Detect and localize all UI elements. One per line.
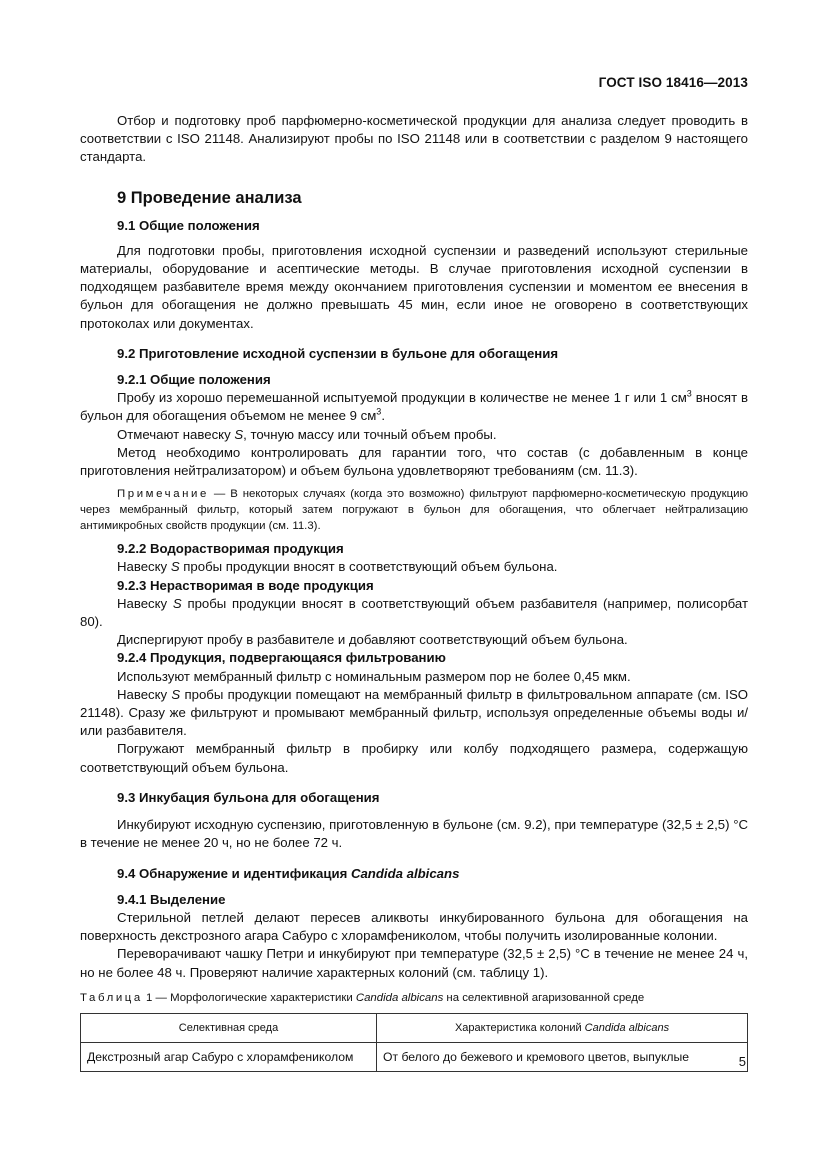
section-9-2-3-title: 9.2.3 Нерастворимая в воде продукция	[117, 577, 374, 593]
section-9-3-title: 9.3 Инкубация бульона для обогащения	[117, 789, 380, 805]
document-code-header: ГОСТ ISO 18416—2013	[598, 75, 748, 90]
page-number: 5	[738, 1054, 746, 1069]
table-1	[80, 1013, 748, 1072]
section-9-4-1-title: 9.4.1 Выделение	[117, 891, 226, 907]
note-paragraph: Примечание — В некоторых случаях (когда это возможно) фильтруют парфюмерно-косметическую продукцию через мембранный фильтр, который затем погружают в бульон для обогащения, что облегчает нейтрализацию антимикробных свойств продукции (см. 11.3).	[80, 488, 748, 533]
section-9-2-1-p2: Отмечают навеску S, точную массу или точный объем пробы.	[117, 426, 497, 442]
table-row	[81, 1042, 748, 1071]
section-9-4-1-p2: Переворачивают чашку Петри и инкубируют при температуре (32,5 ± 2,5) °С в течение не менее 24 ч, но не более 48 ч. Проверяют наличие характерных колоний (см. таблицу 1).	[80, 946, 748, 980]
section-9-2-4-p1: Используют мембранный фильтр с номинальным размером пор не более 0,45 мкм.	[117, 668, 631, 684]
table-header-medium: Селективная среда	[81, 1013, 377, 1042]
section-9-2-4-p2: Навеску S пробы продукции помещают на мембранный фильтр в фильтровальном аппарате (см. ISO 21148). Сразу же фильтруют и промывают мембранный фильтр, используя определенные объемы воды и/или разбавителя.	[80, 686, 749, 739]
section-9-2-3-p2: Диспергируют пробу в разбавителе и добавляют соответствующий объем бульона.	[117, 632, 628, 648]
section-9-2-1-title: 9.2.1 Общие положения	[117, 372, 271, 388]
document-body	[80, 112, 748, 1072]
section-9-2-1-p1: Пробу из хорошо перемешанной испытуемой продукции в количестве не менее 1 г или 1 $см^3$ вносят в бульон для обогащения объемом не менее 9 $см^3$.	[80, 388, 749, 424]
table-cell-medium: Декстрозный агар Сабуро с хлорамфениколом	[81, 1042, 377, 1071]
section-9-2-4-title: 9.2.4 Продукция, подвергающаяся фильтрованию	[117, 650, 446, 666]
section-9-title: 9 Проведение анализа	[117, 188, 302, 207]
section-9-2-3-p1: Навеску S пробы продукции вносят в соответствующий объем разбавителя (например, полисорбат 80).	[80, 595, 749, 630]
section-9-3-text: Инкубируют исходную суспензию, приготовленную в бульоне (см. 9.2), при температуре (32,5 ± 2,5) °С в течение не менее 20 ч, но не более 72 ч.	[80, 817, 748, 851]
table-cell-characteristic: От белого до бежевого и кремового цветов, выпуклые	[377, 1042, 748, 1071]
section-9-1-title: 9.1 Общие положения	[117, 217, 260, 233]
table-header-row	[81, 1013, 748, 1042]
section-9-1-text: Для подготовки пробы, приготовления исходной суспензии и разведений используют стерильные материалы, оборудование и асептические методы. В случае приготовления исходной суспензии в подходящем разбавителе время между окончанием приготовления суспензии и моментом ее внесения в бульон для обогащения не должно превышать 45 мин, если иное не оговорено в соответствующих протоколах или документах.	[80, 242, 748, 331]
table-header-characteristic: Характеристика колоний Candida albicans	[377, 1013, 748, 1042]
section-9-2-2-title: 9.2.2 Водорастворимая продукция	[117, 541, 344, 557]
section-9-2-2-p1: Навеску S пробы продукции вносят в соответствующий объем бульона.	[117, 559, 558, 575]
intro-paragraph: Отбор и подготовку проб парфюмерно-косметической продукции для анализа следует проводить в соответствии с ISO 21148. Анализируют пробы по ISO 21148 или в соответствии с разделом 9 настоящего стандарта.	[80, 113, 748, 165]
section-9-2-1-p3: Метод необходимо контролировать для гарантии того, что состав (с добавленным в конце приготовления нейтрализатором) и объем бульона удовлетворяют требованиям (см. 11.3).	[80, 444, 748, 479]
table-1-caption: Таблица 1 — Морфологические характеристики Candida albicans на селективной агаризованной среде	[80, 991, 645, 1004]
section-9-2-4-p3: Погружают мембранный фильтр в пробирку или колбу подходящего размера, содержащую соответствующий объем бульона.	[80, 741, 748, 775]
section-9-2-title: 9.2 Приготовление исходной суспензии в бульоне для обогащения	[117, 345, 559, 361]
section-9-4-title: 9.4 Обнаружение и идентификация Candida albicans	[117, 865, 460, 881]
section-9-4-1-p1: Стерильной петлей делают пересев аликвоты инкубированного бульона для обогащения на поверхность декстрозного агара Сабуро с хлорамфениколом, чтобы получить изолированные колонии.	[80, 909, 748, 944]
